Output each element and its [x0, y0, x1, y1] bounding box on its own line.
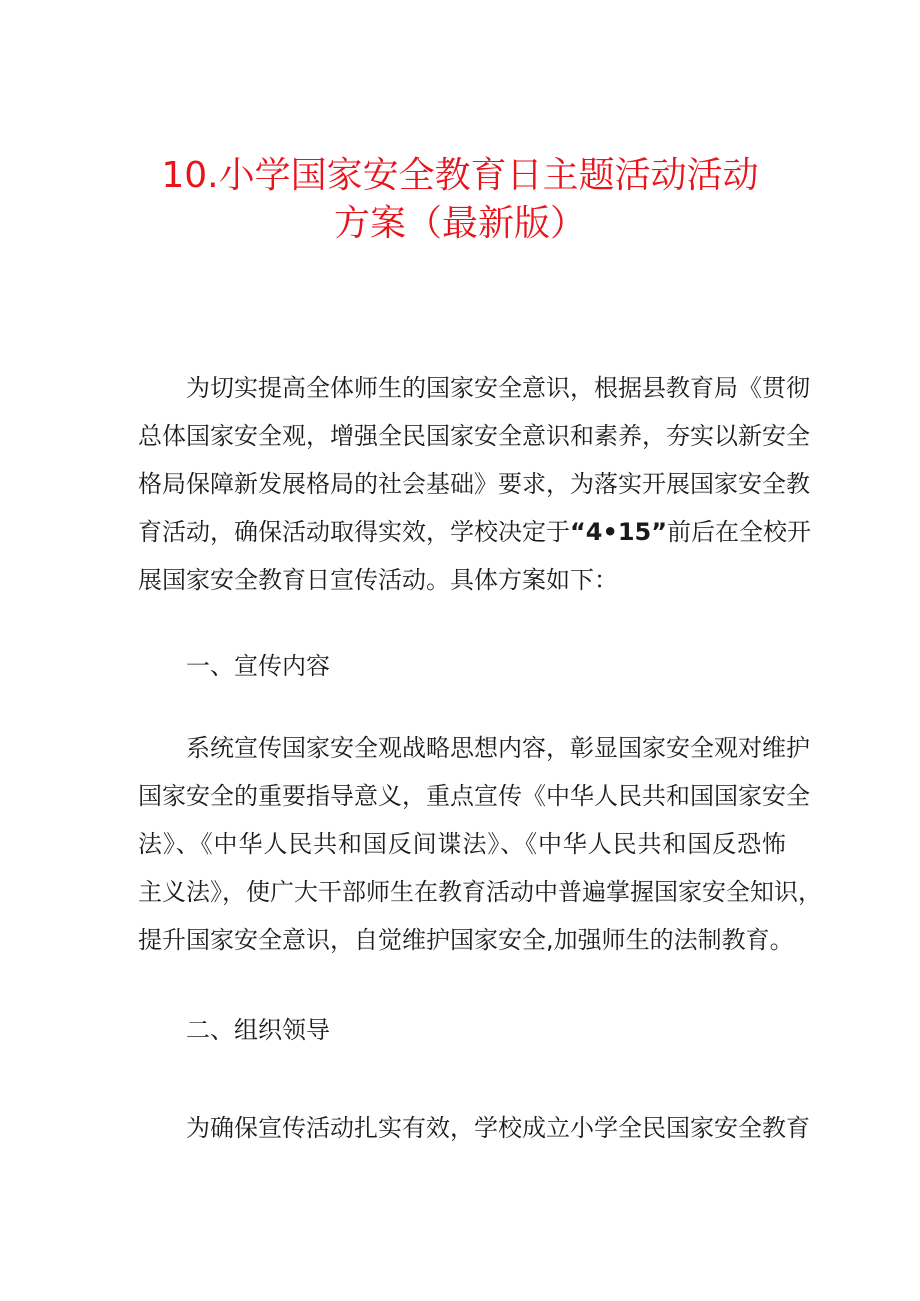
title-line-1: 10.小学国家安全教育日主题活动活动	[161, 155, 759, 196]
intro-paragraph	[138, 364, 811, 604]
intro-line-1: 为切实提高全体师生的国家安全意识，根据县教育局《贯彻	[186, 374, 810, 402]
intro-line-5: 展国家安全教育日宣传活动。具体方案如下：	[138, 566, 618, 594]
section1-paragraph	[138, 724, 822, 964]
intro-line-3: 格局保障新发展格局的社会基础》要求，为落实开展国家安全教	[138, 470, 810, 498]
section1-line-3: 法》、《中华人民共和国反间谍法》、《中华人民共和国反恐怖	[138, 830, 786, 858]
section1-line-1: 系统宣传国家安全观战略思想内容，彰显国家安全观对维护	[186, 734, 810, 762]
section1-line-5: 提升国家安全意识，自觉维护国家安全,加强师生的法制教育。	[138, 926, 794, 954]
section-heading-1: 一、宣传内容	[186, 652, 330, 680]
title-line-2: 方案（最新版）	[333, 203, 586, 244]
intro-date-quote: “4•15”	[570, 518, 667, 546]
intro-line-4-tail: 前后在全校开	[666, 518, 811, 546]
section1-line-2: 国家安全的重要指导意义，重点宣传《中华人民共和国国家安全	[138, 782, 810, 810]
document-title	[140, 152, 780, 248]
section1-line-4: 主义法》，使广大干部师生在教育活动中普遍掌握国家安全知识，	[138, 878, 822, 906]
intro-line-2: 总体国家安全观，增强全民国家安全意识和素养，夯实以新安全	[138, 422, 810, 450]
section-heading-2: 二、组织领导	[186, 1016, 330, 1044]
intro-line-4-head: 育活动，确保活动取得实效，学校决定于	[138, 518, 570, 546]
intro-line-4	[138, 508, 811, 556]
section2-paragraph	[138, 1104, 810, 1152]
section2-line-1: 为确保宣传活动扎实有效，学校成立小学全民国家安全教育	[186, 1114, 810, 1142]
